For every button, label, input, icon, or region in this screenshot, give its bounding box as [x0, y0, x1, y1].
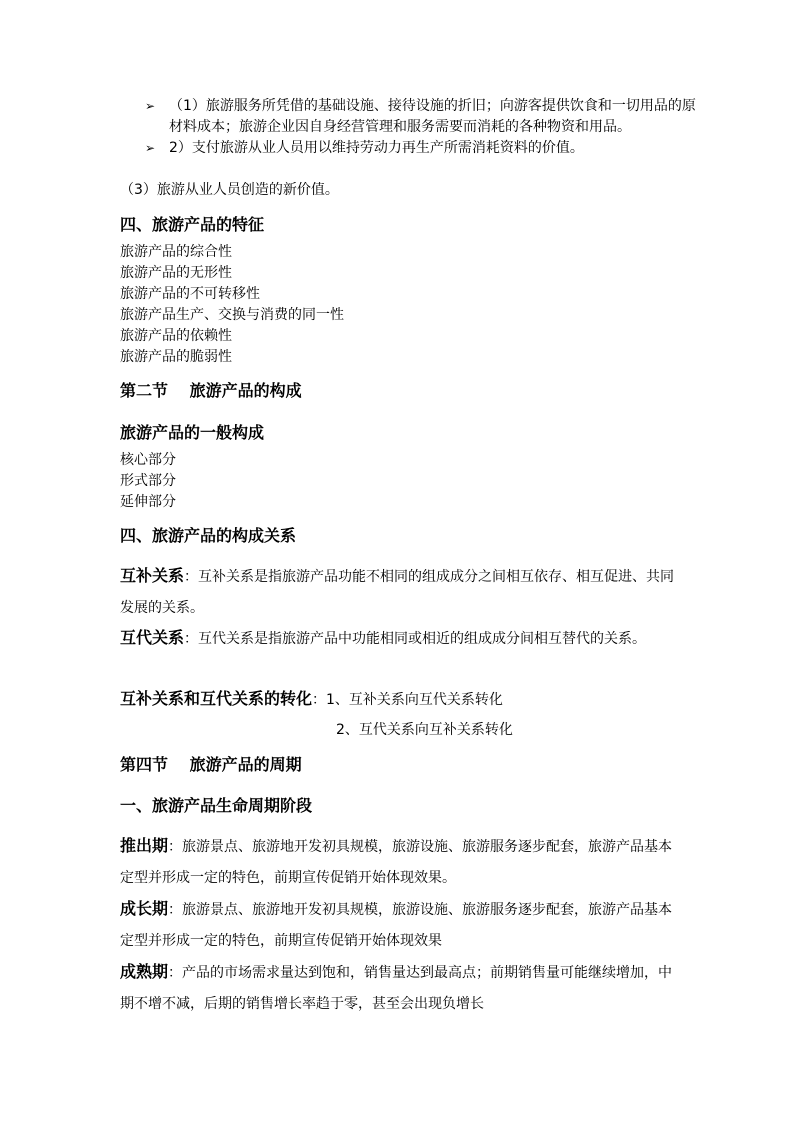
arrow-bullet-icon: ➢: [145, 141, 156, 155]
cost-bullet-list: [145, 96, 705, 159]
feature-item: 旅游产品的无形性: [120, 265, 232, 281]
bullet-text-1: （1）旅游服务所凭借的基础设施、接待设施的折旧；向游客提供饮食和一切用品的原材料成本；旅游企业因自身经营管理和服务需要而消耗的各种物资和用品。: [169, 98, 696, 135]
heading-general-composition: 旅游产品的一般构成: [120, 423, 265, 442]
heading-lifecycle: 一、旅游产品生命周期阶段: [120, 796, 313, 815]
mature-stage-paragraph: [120, 956, 680, 1020]
growth-stage-text: ：旅游景点、旅游地开发初具规模，旅游设施、旅游服务逐步配套，旅游产品基本定型并形成一定的特色，前期宣传促销开始体现效果: [120, 902, 673, 949]
growth-stage-paragraph: [120, 893, 680, 957]
intro-stage-term: 推出期: [120, 836, 169, 855]
bullet-text-2: 2）支付旅游从业人员用以维持劳动力再生产所需消耗资料的价值。: [169, 140, 584, 156]
component-item: 形式部分: [120, 473, 176, 489]
intro-stage-text: ：旅游景点、旅游地开发初具规模，旅游设施、旅游服务逐步配套，旅游产品基本定型并形成一定的特色，前期宣传促销开始体现效果。: [120, 839, 673, 886]
feature-item: 旅游产品的脆弱性: [120, 349, 232, 365]
feature-item: 旅游产品的综合性: [120, 244, 232, 260]
section-2-heading: 第二节 旅游产品的构成: [120, 381, 302, 400]
component-item: 延伸部分: [120, 494, 176, 510]
bullet-item-1: [145, 96, 705, 138]
transform-item-1: ：1、互补关系向互代关系转化: [312, 692, 503, 708]
component-item: 核心部分: [120, 452, 176, 468]
complementary-text: ：互补关系是指旅游产品功能不相同的组成成分之间相互依存、相互促进、共同发展的关系。: [120, 569, 675, 616]
complementary-term: 互补关系: [120, 566, 185, 585]
transform-paragraph: [120, 684, 680, 715]
arrow-bullet-icon: ➢: [145, 99, 156, 113]
substitute-paragraph: [120, 622, 680, 655]
heading-relations: 四、旅游产品的构成关系: [120, 526, 297, 545]
section-4-heading: 第四节 旅游产品的周期: [120, 755, 302, 774]
intro-stage-paragraph: [120, 830, 680, 894]
transform-term: 互补关系和互代关系的转化: [120, 689, 313, 708]
mature-stage-text: ：产品的市场需求量达到饱和，销售量达到最高点；前期销售量可能继续增加，中期不增不减，后期的销售增长率趋于零，甚至会出现负增长: [120, 965, 673, 1012]
feature-item: 旅游产品的不可转移性: [120, 286, 260, 302]
feature-item: 旅游产品生产、交换与消费的同一性: [120, 307, 344, 323]
transform-item-2: 2、互代关系向互补关系转化: [336, 722, 513, 738]
feature-item: 旅游产品的依赖性: [120, 328, 232, 344]
item-3-text: （3）旅游从业人员创造的新价值。: [120, 182, 339, 198]
substitute-term: 互代关系: [120, 628, 185, 647]
complementary-paragraph: [120, 560, 680, 624]
components-list: [120, 450, 176, 513]
features-list: [120, 242, 344, 368]
growth-stage-term: 成长期: [120, 899, 169, 918]
bullet-item-2: [145, 138, 705, 159]
heading-features: 四、旅游产品的特征: [120, 215, 265, 234]
substitute-text: ：互代关系是指旅游产品中功能相同或相近的组成成分间相互替代的关系。: [184, 631, 647, 647]
mature-stage-term: 成熟期: [120, 962, 169, 981]
